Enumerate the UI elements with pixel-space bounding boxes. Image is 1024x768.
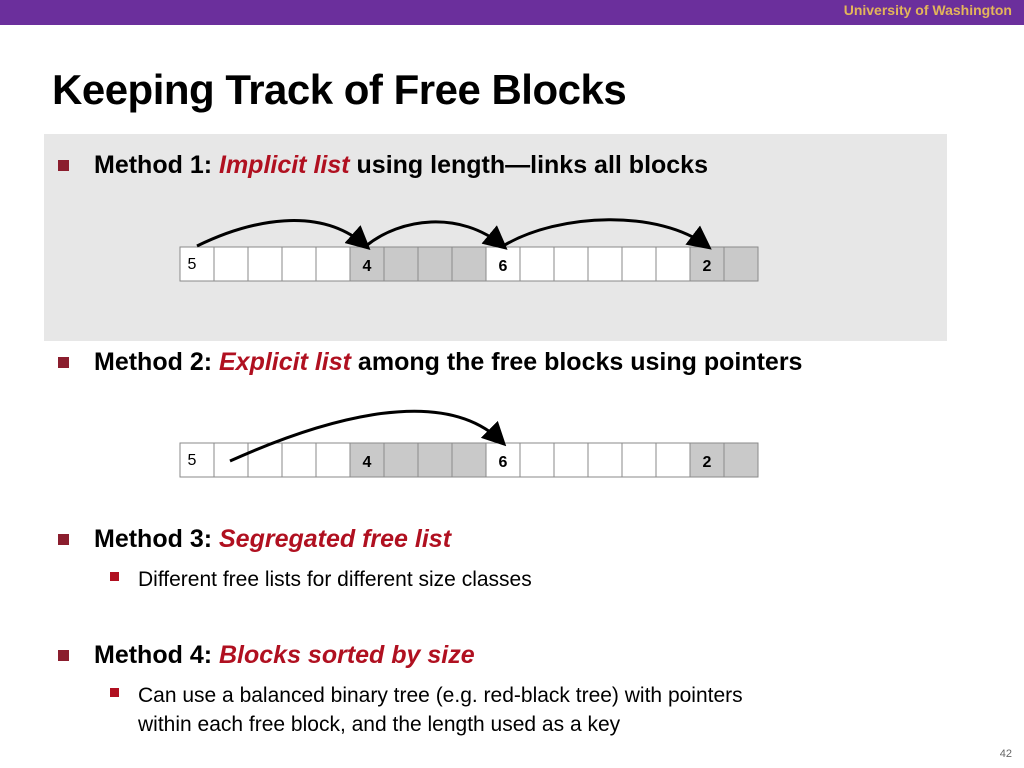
method-2-prefix: Method 2: — [94, 348, 219, 376]
explicit-block-cell — [656, 443, 690, 477]
implicit-size-label: 2 — [702, 258, 712, 275]
implicit-block-cell — [520, 247, 554, 281]
explicit-block-cell — [452, 443, 486, 477]
explicit-block-cell — [384, 443, 418, 477]
implicit-block-cell — [588, 247, 622, 281]
method-4-prefix: Method 4: — [94, 641, 219, 669]
implicit-block-cell — [554, 247, 588, 281]
slide-title: Keeping Track of Free Blocks — [52, 66, 627, 113]
implicit-block-cell — [282, 247, 316, 281]
method-3-prefix: Method 3: — [94, 525, 219, 553]
method-1-emphasis: Implicit list — [219, 151, 350, 179]
method-4-emphasis: Blocks sorted by size — [219, 641, 475, 669]
explicit-size-label: 2 — [702, 454, 712, 471]
explicit-block-cell — [180, 443, 214, 477]
method-2-emphasis: Explicit list — [219, 348, 351, 376]
method-3-sub-text: Different free lists for different size classes — [138, 568, 532, 591]
implicit-block-cell — [384, 247, 418, 281]
implicit-block-cell — [622, 247, 656, 281]
method-1-suffix: using length—links all blocks — [349, 151, 708, 179]
page-number: 42 — [999, 748, 1012, 760]
explicit-block-cell — [418, 443, 452, 477]
explicit-block-cell — [316, 443, 350, 477]
implicit-list-diagram — [180, 220, 758, 281]
implicit-block-cell — [418, 247, 452, 281]
implicit-block-cell — [724, 247, 758, 281]
method-3-emphasis: Segregated free list — [219, 525, 452, 553]
explicit-block-cell — [622, 443, 656, 477]
implicit-block-cell — [316, 247, 350, 281]
implicit-size-label: 5 — [187, 256, 197, 273]
method-4-sub-line-2: within each free block, and the length used as a key — [138, 713, 621, 736]
method-4-sub-line-1: Can use a balanced binary tree (e.g. red-black tree) with pointers — [138, 684, 743, 707]
explicit-size-label: 5 — [187, 452, 197, 469]
implicit-block-cell — [214, 247, 248, 281]
method-1-prefix: Method 1: — [94, 151, 219, 179]
implicit-size-label: 4 — [362, 258, 372, 275]
explicit-size-label: 6 — [498, 454, 508, 471]
explicit-block-cell — [588, 443, 622, 477]
implicit-block-cell — [452, 247, 486, 281]
implicit-block-cell — [180, 247, 214, 281]
implicit-block-cell — [656, 247, 690, 281]
explicit-block-cell — [554, 443, 588, 477]
explicit-block-cell — [724, 443, 758, 477]
explicit-block-cell — [282, 443, 316, 477]
institution-label: University of Washington — [843, 2, 1012, 18]
implicit-link-arrow-2 — [366, 222, 503, 246]
method-2-suffix: among the free blocks using pointers — [350, 348, 803, 376]
implicit-size-label: 6 — [498, 258, 508, 275]
explicit-list-diagram — [180, 411, 758, 477]
explicit-block-cell — [520, 443, 554, 477]
implicit-block-cell — [248, 247, 282, 281]
implicit-link-arrow-1 — [197, 221, 366, 246]
implicit-link-arrow-3 — [503, 220, 707, 246]
explicit-block-cell — [248, 443, 282, 477]
explicit-size-label: 4 — [362, 454, 372, 471]
